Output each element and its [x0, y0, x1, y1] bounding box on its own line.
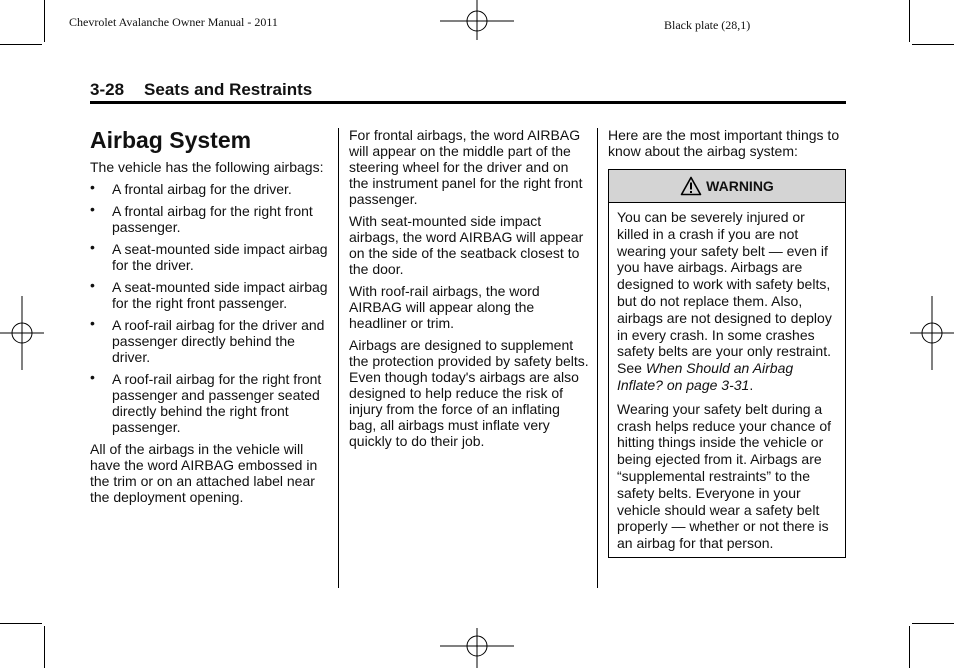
intro-text: Here are the most important things to know about the airbag system: — [608, 127, 840, 159]
registration-mark-icon — [440, 0, 514, 40]
crop-mark — [909, 0, 910, 42]
warning-body — [609, 203, 845, 552]
registration-mark-icon — [910, 296, 954, 370]
warning-triangle-icon — [680, 176, 702, 196]
header-rule — [90, 101, 846, 104]
crop-mark — [44, 0, 45, 42]
page-number: 3-28 — [90, 80, 125, 99]
crop-mark — [0, 623, 42, 624]
registration-mark-icon — [0, 296, 44, 370]
warning-text-end: . — [749, 376, 754, 393]
warning-paragraph — [617, 209, 837, 394]
paragraph: Airbags are designed to supplement the protection provided by safety belts. Even though today's airbags are also designed to help reduce the risk of injury from the force of an inflating bag, all airbags must inflate very quickly to do their job. — [349, 337, 589, 449]
section-header — [90, 80, 312, 100]
list-item: • A roof-rail airbag for the right front passenger and passenger seated directly behind the right front passenger. — [90, 371, 330, 435]
crop-mark — [912, 623, 954, 624]
crop-mark — [909, 626, 910, 668]
section-title: Seats and Restraints — [144, 80, 313, 99]
list-item: • A roof-rail airbag for the driver and passenger directly behind the driver. — [90, 317, 330, 365]
list-item: • A seat-mounted side impact airbag for the right front passenger. — [90, 279, 330, 311]
column-1 — [90, 127, 330, 511]
plate-label: Black plate (28,1) — [664, 18, 751, 32]
warning-box — [608, 169, 846, 558]
warning-header — [609, 170, 845, 203]
column-3 — [608, 127, 846, 165]
paragraph: For frontal airbags, the word AIRBAG will appear on the middle part of the steering wheel for the driver and on the instrument panel for the right front passenger. — [349, 127, 583, 207]
paragraph: With seat-mounted side impact airbags, the word AIRBAG will appear on the side of the seatback closest to the door. — [349, 213, 584, 277]
list-item: • A frontal airbag for the driver. — [90, 181, 330, 197]
list-item: • A frontal airbag for the right front passenger. — [90, 203, 330, 235]
closing-text: All of the airbags in the vehicle will have the word AIRBAG embossed in the trim or on an attached label near the deployment opening. — [90, 441, 318, 505]
manual-title: Chevrolet Avalanche Owner Manual - 2011 — [69, 15, 278, 29]
warning-label: WARNING — [706, 178, 774, 194]
warning-text: You can be severely injured or killed in a crash if you are not wearing your safety belt — even if you have airbags. Airbags are designed to work with safety belts, but do not replace them. Also, airbags are not designed to deploy in every crash. In some crashes safety belts are your only restraint. See — [617, 209, 832, 377]
paragraph: With roof-rail airbags, the word AIRBAG will appear along the headliner or trim. — [349, 283, 540, 331]
page-title: Airbag System — [90, 127, 252, 153]
crop-mark — [0, 44, 42, 45]
crop-mark — [912, 44, 954, 45]
registration-mark-icon — [440, 628, 514, 668]
intro-text: The vehicle has the following airbags: — [90, 159, 324, 175]
airbag-list — [90, 181, 330, 435]
column-2 — [349, 127, 589, 455]
warning-paragraph: Wearing your safety belt during a crash helps reduce your chance of hitting things inside the vehicle or being ejected from it. Airbags are “supplemental restraints” to the safety belts. Everyone in your vehicle should wear a safety belt properly — whether or not there is an airbag for that person. — [617, 400, 832, 552]
column-divider — [597, 128, 598, 588]
crop-mark — [44, 626, 45, 668]
list-item: • A seat-mounted side impact airbag for the driver. — [90, 241, 330, 273]
column-divider — [338, 128, 339, 588]
cross-reference-link[interactable]: When Should an Airbag Inflate? on page 3-31 — [617, 360, 794, 393]
